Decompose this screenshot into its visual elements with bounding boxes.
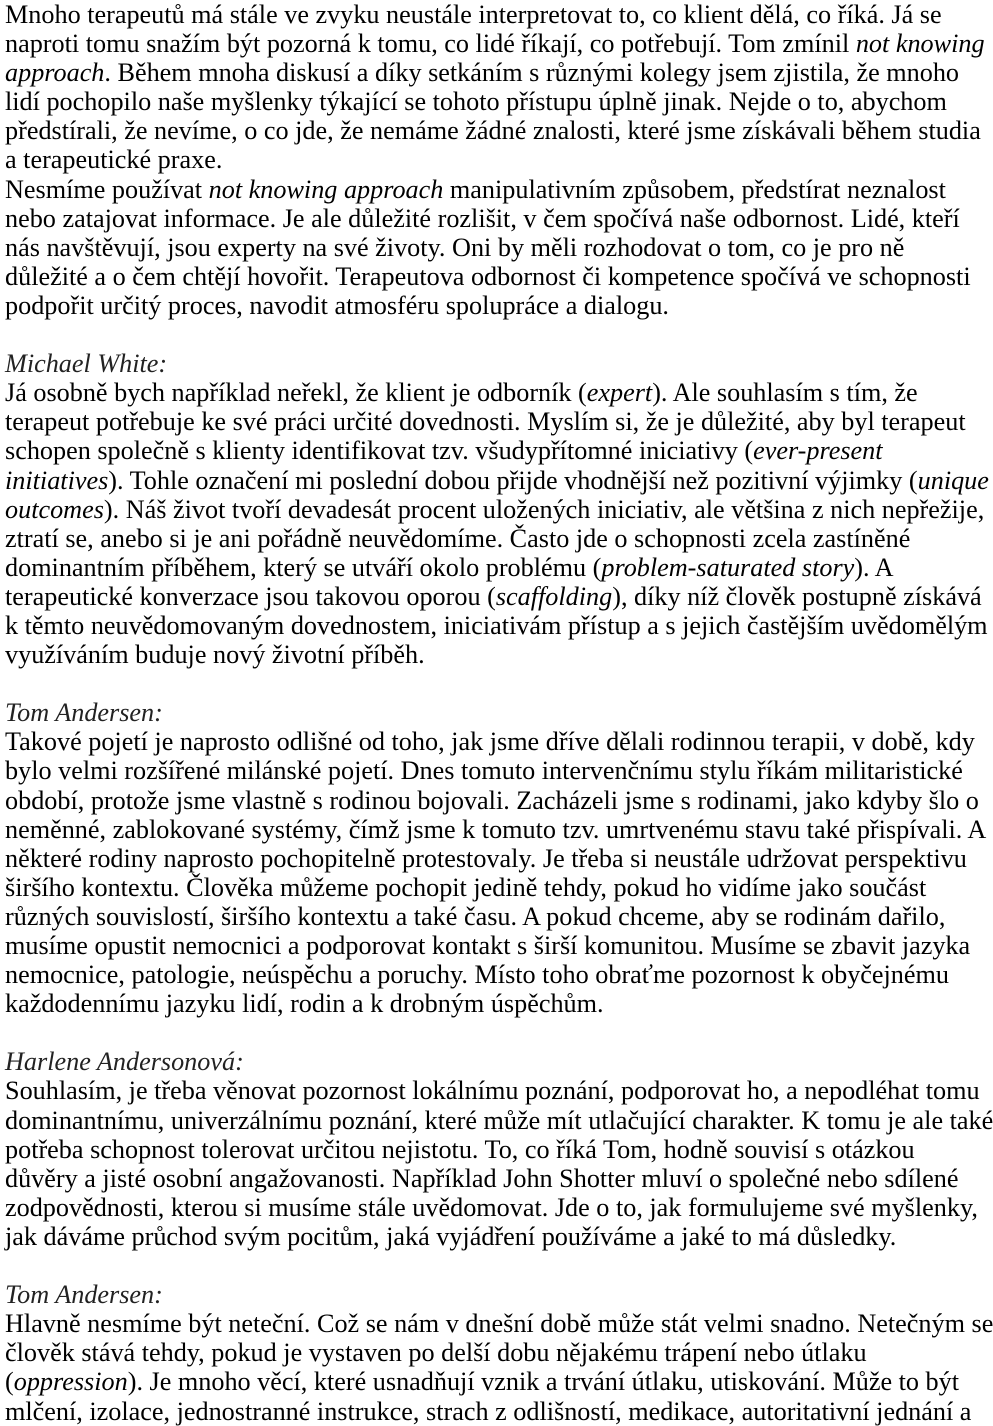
intro-paragraph <box>5 0 985 175</box>
text-line: Souhlasím, je třeba věnovat pozornost lokálnímu poznání, podporovat ho, a nepodléhat tomu <box>5 1076 980 1106</box>
text-line: mlčení, izolace, jednostranné instrukce, strach z odlišností, medikace, autoritativní jednání a <box>5 1396 972 1426</box>
speaker-paragraph <box>5 378 989 670</box>
text-line: podpořit určitý proces, navodit atmosféru spolupráce a dialogu. <box>5 290 669 320</box>
text-line: ztratí se, anebo si je ani pořádně neuvědomíme. Často jde o schopnosti zcela zastíněné <box>5 523 911 553</box>
emphasized-term: problem-saturated story <box>601 552 855 582</box>
text-line: různých souvislostí, širšího kontextu a také času. A pokud chceme, aby se rodinám dařilo, <box>5 901 946 931</box>
dialogue-turn <box>5 1280 993 1426</box>
intro-section <box>5 0 985 320</box>
text-span: . Během mnoha diskusí a díky setkáním s různými kolegy jsem zjistila, že mnoho <box>104 58 960 88</box>
text-line: předstírali, že nevíme, o co jde, že nemáme žádné znalosti, které jsme získávali během studia <box>5 116 981 146</box>
text-line: musíme opustit nemocnici a podporovat kontakt s širší komunitou. Musíme se zbavit jazyka <box>5 931 971 960</box>
text-line: bylo velmi rozšířené milánské pojetí. Dnes tomuto intervenčnímu stylu říkám militaristické <box>5 756 963 786</box>
text-line: Mnoho terapeutů má stále ve zvyku neustále interpretovat to, co klient dělá, co říká. Já se <box>5 0 942 29</box>
text-line: nás navštěvují, jsou experty na své životy. Oni by měli rozhodovat o tom, co je pro ně <box>5 232 905 262</box>
dialogue-turn <box>5 349 989 670</box>
dialogue-section <box>5 349 993 1426</box>
intro-paragraph <box>5 174 971 320</box>
emphasized-term: not knowing approach <box>208 174 444 204</box>
speaker-name: Tom Andersen: <box>5 698 163 728</box>
text-line: potřeba schopnost tolerovat určitou nejistotu. To, co říká Tom, hodně souvisí s otázkou <box>5 1134 915 1164</box>
speaker-name: Tom Andersen: <box>5 1280 163 1310</box>
emphasized-term: not knowing <box>855 29 985 59</box>
text-span: manipulativním způsobem, předstírat neznalost <box>443 174 946 204</box>
speaker-name: Harlene Andersonová: <box>5 1047 244 1077</box>
text-line: lidí pochopilo naše myšlenky týkající se tohoto přístupu úplně jinak. Nejde o to, abychom <box>5 87 947 117</box>
dialogue-turn <box>5 1047 993 1251</box>
text-line <box>5 436 960 465</box>
emphasized-term: approach <box>5 58 105 88</box>
text-line: dominantnímu, univerzálnímu poznání, které může mít utlačující charakter. K tomu je ale také <box>5 1105 993 1135</box>
text-line: člověk stává tehdy, pokud je vystaven po delší dobu nějakému trápení nebo útlaku <box>5 1338 867 1368</box>
text-line <box>5 378 960 407</box>
text-span: schopen společně s klienty identifikovat tzv. všudypřítomné iniciativy ( <box>5 436 754 466</box>
speaker-name: Michael White: <box>5 349 168 379</box>
dialogue-turn <box>5 698 987 1019</box>
speaker-paragraph <box>5 1309 993 1426</box>
text-span: naproti tomu snažím být pozorná k tomu, co lidé říkají, co potřebují. Tom zmínil <box>5 29 856 59</box>
text-span: dominantním příběhem, který se utváří okolo problému ( <box>5 552 602 582</box>
speaker-paragraph <box>5 727 987 1019</box>
text-line: Takové pojetí je naprosto odlišné od toho, jak jsme dříve dělali rodinnou terapii, v době, kdy <box>5 727 975 757</box>
text-span: ). Ale souhlasím s tím, že <box>652 378 918 408</box>
text-line: využíváním buduje nový životní příběh. <box>5 640 425 670</box>
text-line <box>5 29 985 59</box>
text-line <box>5 1367 960 1396</box>
emphasized-term: outcomes <box>5 494 104 524</box>
emphasized-term: expert <box>586 378 653 408</box>
text-span: ( <box>5 1367 14 1397</box>
text-line: širšího kontextu. Člověka můžeme pochopit jedině tehdy, pokud ho vidíme jako součást <box>5 872 927 902</box>
emphasized-term: ever-present <box>753 436 883 466</box>
text-span: terapeutické konverzace jsou takovou oporou ( <box>5 581 496 611</box>
text-line <box>5 553 960 582</box>
text-line: důvěry a jisté osobní angažovanosti. Například John Shotter mluví o společné nebo sdílené <box>5 1163 959 1193</box>
text-line: zodpovědnosti, kterou si musíme stále uvědomovat. Jde o to, jak formulujeme své myšlenky, <box>5 1192 978 1222</box>
text-line <box>5 581 982 611</box>
text-span: Já osobně bych například neřekl, že klient je odborník ( <box>5 378 587 408</box>
text-line: a terapeutické praxe. <box>5 145 223 175</box>
text-span: ). Tohle označení mi poslední dobou přijde vhodnější než pozitivní výjimky ( <box>108 465 918 495</box>
text-span: ). Náš život tvoří devadesát procent uložených iniciativ, ale většina z nich nepřežije, <box>103 494 985 524</box>
text-line: Hlavně nesmíme být neteční. Což se nám v dnešní době může stát velmi snadno. Netečným se <box>5 1309 993 1339</box>
text-line: každodennímu jazyku lidí, rodin a k drobným úspěchům. <box>5 989 604 1019</box>
emphasized-term: unique <box>917 465 989 495</box>
text-line: nebo zatajovat informace. Je ale důležité rozlišit, v čem spočívá naše odbornost. Lidé, kteří <box>5 203 960 233</box>
text-line: k těmto neuvědomovaným dovednostem, iniciativám přístup a s jejich častějším uvědomělým <box>5 610 988 640</box>
text-line: terapeut potřebuje ke své práci určité dovednosti. Myslím si, že je důležité, aby byl terapeut <box>5 407 966 437</box>
text-line: období, protože jsme vlastně s rodinou bojovali. Zacházeli jsme s rodinami, jako kdyby šlo o <box>5 785 979 815</box>
emphasized-term: oppression <box>13 1367 128 1397</box>
speaker-paragraph <box>5 1076 993 1251</box>
text-line <box>5 58 960 87</box>
text-line: neměnné, zablokované systémy, čímž jsme k tomuto tzv. umrtvenému stavu také přispívali. A <box>5 814 987 844</box>
text-span: ). A <box>854 552 894 582</box>
text-line: nemocnice, patologie, neúspěchu a poruchy. Místo toho obraťme pozornost k obyčejnému <box>5 960 949 990</box>
text-span: Nesmíme používat <box>5 174 209 204</box>
text-line: jak dáváme průchod svým pocitům, jaká vyjádření používáme a jaké to má důsledky. <box>5 1221 897 1251</box>
text-span: ). Je mnoho věcí, které usnadňují vznik a trvání útlaku, utiskování. Může to být <box>127 1367 959 1397</box>
text-line <box>5 494 985 524</box>
text-line: důležité a o čem chtějí hovořit. Terapeutova odbornost či kompetence spočívá ve schopnosti <box>5 261 971 291</box>
text-line: některé rodiny naprosto pochopitelně protestovaly. Je třeba si neustále udržovat perspektivu <box>5 843 967 873</box>
text-span: ), díky níž člověk postupně získává <box>612 581 982 611</box>
emphasized-term: initiatives <box>5 465 109 495</box>
emphasized-term: scaffolding <box>495 581 613 611</box>
text-line <box>5 175 960 204</box>
text-line <box>5 465 989 495</box>
